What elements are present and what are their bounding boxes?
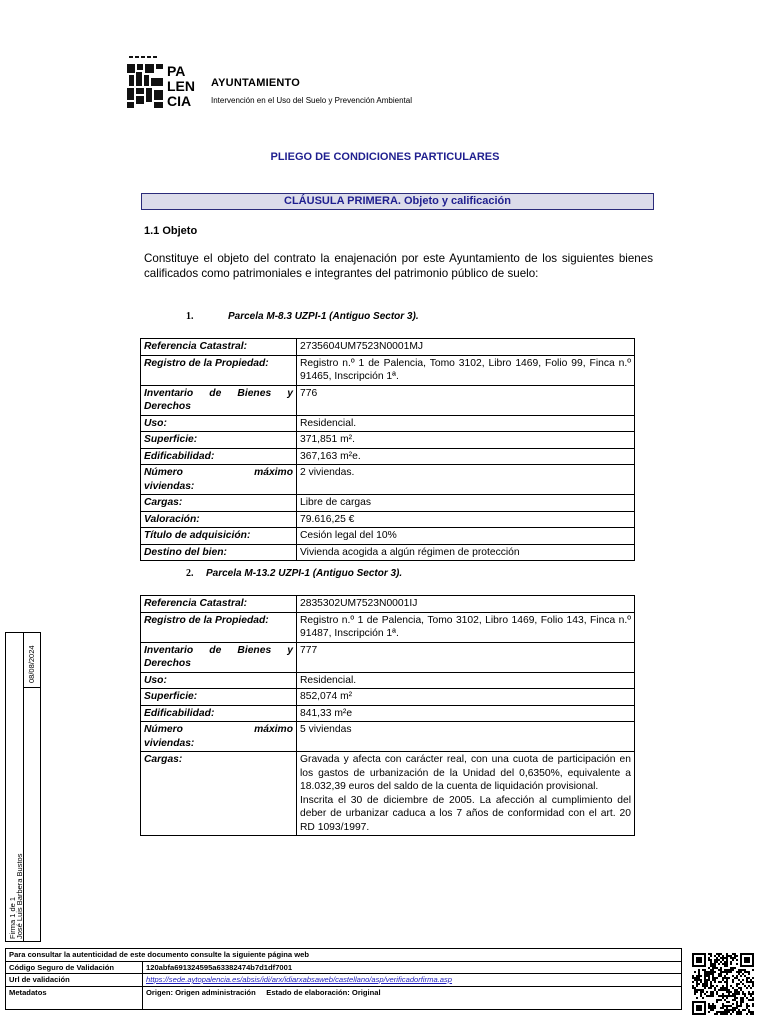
- document-title: PLIEGO DE CONDICIONES PARTICULARES: [270, 151, 500, 163]
- parcel-1-table: [140, 338, 635, 561]
- row-value: Registro n.º 1 de Palencia, Tomo 3102, Libro 1469, Folio 143, Finca n.º 91487, Inscripción 1ª.: [297, 612, 635, 642]
- row-key: Inventario de Bienes y Derechos: [141, 385, 297, 415]
- table-row: [141, 432, 635, 449]
- row-key: Número máximo viviendas:: [141, 465, 297, 495]
- row-key: Registro de la Propiedad:: [141, 612, 297, 642]
- qr-code-icon: [690, 951, 756, 1017]
- signature-firma: Firma 1 de 1: [8, 896, 17, 939]
- row-value: Libre de cargas: [297, 495, 635, 512]
- table-row: [141, 752, 635, 836]
- row-value: Cesión legal del 10%: [297, 528, 635, 545]
- row-key: Uso:: [141, 415, 297, 432]
- row-value: Vivienda acogida a algún régimen de protección: [297, 544, 635, 561]
- organization-name: AYUNTAMIENTO: [211, 77, 300, 89]
- row-key: Cargas:: [141, 752, 297, 836]
- meta-label: Metadatos: [6, 986, 143, 1009]
- row-value: 5 viviendas: [297, 722, 635, 752]
- table-row: [141, 544, 635, 561]
- row-key: Número máximo viviendas:: [141, 722, 297, 752]
- row-key: Uso:: [141, 672, 297, 689]
- row-value: 852,074 m²: [297, 689, 635, 706]
- row-key: Edificabilidad:: [141, 705, 297, 722]
- parcel-2-number: 2.: [186, 568, 194, 579]
- table-row: [6, 986, 682, 1009]
- row-key: Superficie:: [141, 689, 297, 706]
- table-row: [141, 355, 635, 385]
- table-row: [141, 612, 635, 642]
- row-value: [297, 752, 635, 836]
- table-row: [141, 448, 635, 465]
- signature-signer: José Luis Barbera Bustos: [15, 853, 24, 939]
- row-value: 2835302UM7523N0001IJ: [297, 596, 635, 613]
- table-row: [141, 495, 635, 512]
- row-value: 776: [297, 385, 635, 415]
- table-row: [6, 949, 682, 962]
- row-key: Cargas:: [141, 495, 297, 512]
- row-key: Título de adquisición:: [141, 528, 297, 545]
- parcel-1-title: Parcela M-8.3 UZPI-1 (Antiguo Sector 3).: [228, 311, 419, 322]
- table-row: [141, 528, 635, 545]
- row-value: 367,163 m²e.: [297, 448, 635, 465]
- signature-box: [5, 632, 41, 942]
- row-value: 79.616,25 €: [297, 511, 635, 528]
- table-row: [141, 465, 635, 495]
- consult-text: Para consultar la autenticidad de este documento consulte la siguiente página web: [6, 949, 682, 962]
- parcel-2-heading: [186, 568, 402, 579]
- section-heading: 1.1 Objeto: [144, 225, 198, 237]
- table-row: [141, 511, 635, 528]
- department-name: Intervención en el Uso del Suelo y Prevención Ambiental: [211, 96, 413, 105]
- signature-date: 08/08/2024: [27, 645, 36, 683]
- table-row: [141, 596, 635, 613]
- row-key: Registro de la Propiedad:: [141, 355, 297, 385]
- row-key: Referencia Catastral:: [141, 339, 297, 356]
- row-value: 777: [297, 642, 635, 672]
- intro-paragraph: Constituye el objeto del contrato la enajenación por este Ayuntamiento de los siguientes bienes calificados como patrimoniales e integrantes del patrimonio público de suelo:: [144, 252, 653, 280]
- row-value: 841,33 m²e: [297, 705, 635, 722]
- csv-label: Código Seguro de Validación: [6, 961, 143, 974]
- row-value: 2 viviendas.: [297, 465, 635, 495]
- cargas-text-1: Gravada y afecta con carácter real, con una cuota de participación en los gastos de urbanización de la Unidad del 0,6350%, equivalente a 18.032,39 euros del saldo de la cuenta de liquidación provisional.: [300, 754, 631, 792]
- parcel-1-heading: [186, 311, 419, 322]
- table-row: [6, 974, 682, 987]
- row-key: Inventario de Bienes y Derechos: [141, 642, 297, 672]
- url-label: Url de validación: [6, 974, 143, 987]
- row-value: Registro n.º 1 de Palencia, Tomo 3102, Libro 1469, Folio 99, Finca n.º 91465, Inscripción 1ª.: [297, 355, 635, 385]
- row-value: 2735604UM7523N0001MJ: [297, 339, 635, 356]
- table-row: [141, 705, 635, 722]
- row-key: Edificabilidad:: [141, 448, 297, 465]
- parcel-1-number: 1.: [186, 311, 194, 322]
- row-value: 371,851 m².: [297, 432, 635, 449]
- validation-footer: [5, 948, 682, 1010]
- row-key: Valoración:: [141, 511, 297, 528]
- table-row: [141, 689, 635, 706]
- clause-title: CLÁUSULA PRIMERA. Objeto y calificación: [141, 193, 654, 210]
- table-row: [141, 415, 635, 432]
- palencia-logo: [127, 54, 197, 110]
- row-key: Superficie:: [141, 432, 297, 449]
- row-key: Destino del bien:: [141, 544, 297, 561]
- logo-text-pa: PA: [167, 63, 186, 79]
- parcel-2-title: Parcela M-13.2 UZPI-1 (Antiguo Sector 3).: [206, 568, 403, 579]
- validation-url-link[interactable]: https://sede.aytopalencia.es/absis/idi/arx/idiarxabsaweb/castellano/asp/verificadorfirma.asp: [146, 975, 453, 984]
- table-row: [141, 339, 635, 356]
- meta-value: Origen: Origen administración Estado de elaboración: Original: [143, 986, 682, 1009]
- table-row: [141, 722, 635, 752]
- row-value: Residencial.: [297, 415, 635, 432]
- logo-text-len: LEN: [167, 78, 195, 94]
- table-row: [6, 961, 682, 974]
- cargas-text-2: Inscrita el 30 de diciembre de 2005. La afección al cumplimiento del deber de urbanizar caduca a los 7 años de conformidad con el art. 20 RD 1093/1997.: [300, 794, 631, 833]
- table-row: [141, 642, 635, 672]
- parcel-2-table: [140, 595, 635, 836]
- row-value: Residencial.: [297, 672, 635, 689]
- table-row: [141, 672, 635, 689]
- csv-value: 120abfa691324595a63382474b7d1df7001: [143, 961, 682, 974]
- row-key: Referencia Catastral:: [141, 596, 297, 613]
- logo-text-cia: CIA: [167, 93, 192, 109]
- table-row: [141, 385, 635, 415]
